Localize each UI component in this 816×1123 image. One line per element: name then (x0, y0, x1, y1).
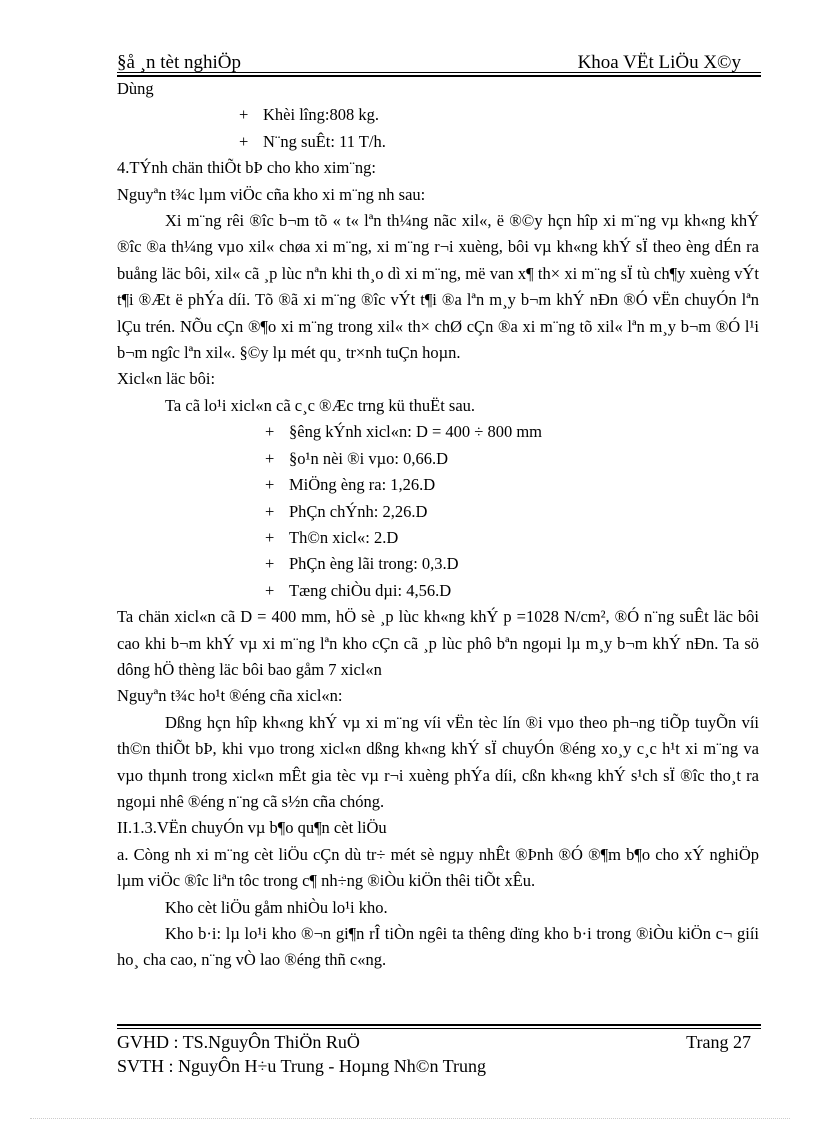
spec-text: PhÇn èng lãi trong: 0,3.D (289, 554, 459, 574)
page-header (117, 52, 761, 74)
spec-text: Tæng chiÒu dµi: 4,56.D (289, 580, 452, 600)
spec-item (117, 419, 759, 445)
bullet: + (265, 554, 275, 574)
section-heading: II.1.3.VËn chuyÓn vµ b¶o qu¶n cèt liÖu (117, 818, 387, 838)
header-faculty: Khoa VËt LiÖu X©y (577, 52, 741, 73)
spec-item (117, 472, 759, 498)
paragraph: a. Còng nh xi m¨ng cèt liÖu cÇn dù tr÷ mét sè ngµy nhÊt ®Þnh ®Ó ®¶m b¶o cho xÝ nghiÖp lµm viÖc ®îc liªn tôc trong c¶ nh÷ng ®iÒu kiÖn thêi tiÕt xÊu. (117, 844, 759, 891)
spec-text: Th©n xicl«: 2.D (289, 527, 399, 547)
footer-students: SVTH : NguyÔn H÷u Trung - Hoµng Nh©n Trung (117, 1056, 486, 1076)
footer-row-students (117, 1054, 761, 1078)
text-line: Ta cã lo¹i xicl«n cã c¸c ®Æc trng kü thuËt sau. (165, 395, 476, 415)
footer-rule-thin (117, 1028, 761, 1029)
bullet: + (239, 105, 249, 125)
spec-item (117, 446, 759, 472)
paragraph: Xi m¨ng rêi ®îc b¬m tõ « t« lªn th¼ng nãc xil«, ë ®©y hçn hîp xi m¨ng vµ kh«ng khÝ ®îc ®a th¼ng vµo xil« chøa xi m¨ng, xi m¨ng r¬i xuèng, bôi vµ kh«ng khÝ sÏ theo èng dÉn ra buång läc bôi, xil« cã ¸p lùc nªn khi th¸o dì xi m¨ng, më van x¶ th× xi m¨ng sÏ tù ch¶y xuèng vÝt t¶i ®Æt ë phÝa díi. Tõ ®ã xi m¨ng ®îc vÝt t¶i ®a lªn m¸y b¬m khÝ nÐn ®Ó vËn chuyÓn lªn lÇu trén. NÕu cÇn ®¶o xi m¨ng trong xil« th× chØ cÇn ®a xi m¨ng tõ xil« lªn m¸y b¬m ®Ó l¹i b¬m ngîc lªn xil«. §©y lµ mét qu¸ tr×nh tuÇn hoµn. (117, 211, 759, 363)
bullet: + (265, 475, 275, 495)
paragraph: Dßng hçn hîp kh«ng khÝ vµ xi m¨ng víi vËn tèc lín ®i vµo theo ph¬ng tiÕp tuyÕn víi th©n thiÕt bÞ, khi vµo trong xicl«n dßng kh«ng khÝ sÏ chuyÓn ®éng xo¸y c¸c h¹t xi m¨ng va vµo thµnh trong xicl«n mÊt gia tèc vµ r¬i xuèng phÝa díi, cßn kh«ng khÝ s¹ch sÏ ®îc tho¸t ra ngoµi nhê ®éng n¨ng cã s½n cña chóng. (117, 712, 759, 811)
spec-item (117, 578, 759, 604)
text-line: Dùng (117, 79, 154, 98)
spec-text: §êng kÝnh xicl«n: D = 400 ÷ 800 mm (289, 422, 543, 442)
bullet: + (265, 501, 275, 521)
spec-text: §o¹n nèi ®i vµo: 0,66.D (289, 448, 448, 468)
spec-item (117, 551, 759, 577)
spec-item (117, 499, 759, 525)
spec-item (117, 525, 759, 551)
bullet: + (239, 131, 249, 151)
body-text (117, 76, 759, 974)
bullet: + (265, 422, 275, 442)
page-bottom-dotted-line (30, 1118, 790, 1119)
page-footer (117, 1030, 761, 1078)
subheading: Nguyªn t¾c lµm viÖc cña kho xi m¨ng nh sau: (117, 184, 426, 204)
page-number: Trang 27 (686, 1032, 751, 1052)
section-heading: 4.TÝnh chän thiÕt bÞ cho kho xim¨ng: (117, 158, 376, 178)
text-line: Kho cèt liÖu gåm nhiÒu lo¹i kho. (165, 897, 388, 917)
bullet: + (265, 448, 275, 468)
subheading: Xicl«n läc bôi: (117, 369, 216, 389)
footer-supervisor: GVHD : TS.NguyÔn ThiÖn RuÖ (117, 1032, 360, 1052)
spec-text: PhÇn chÝnh: 2,26.D (289, 501, 428, 521)
footer-row-supervisor (117, 1030, 761, 1054)
weight-text: Khèi lîng:808 kg. (263, 105, 379, 125)
paragraph: Kho b·i: lµ lo¹i kho ®¬n gi¶n rÎ tiÒn ngêi ta thêng dïng kho b·i trong ®iÒu kiÖn c¬ giíi ho¸ cha cao, n¨ng vÒ lao ®éng thñ c«ng. (117, 924, 759, 970)
weight-item (117, 102, 759, 128)
subheading: Nguyªn t¾c ho¹t ®éng cña xicl«n: (117, 686, 343, 706)
footer-rule-thick (117, 1024, 761, 1026)
spec-text: MiÖng èng ra: 1,26.D (289, 475, 436, 495)
paragraph: Ta chän xicl«n cã D = 400 mm, hÖ sè ¸p lùc kh«ng khÝ p =1028 N/cm², ®Ó n¨ng suÊt läc bôi cao khi b¬m khÝ vµ xi m¨ng lªn kho cÇn cã ¸p lùc phô bªn ngoµi lµ m¸y b¬m khÝ nÐn. Ta sö dông hÖ thèng läc bôi bao gåm 7 xicl«n (117, 607, 759, 679)
header-rule-thin (117, 72, 761, 73)
header-thesis-title: §å ¸n tèt nghiÖp (117, 52, 242, 73)
capacity-item (117, 129, 759, 155)
bullet: + (265, 580, 275, 600)
bullet: + (265, 527, 275, 547)
capacity-text: N¨ng suÊt: 11 T/h. (263, 131, 386, 151)
